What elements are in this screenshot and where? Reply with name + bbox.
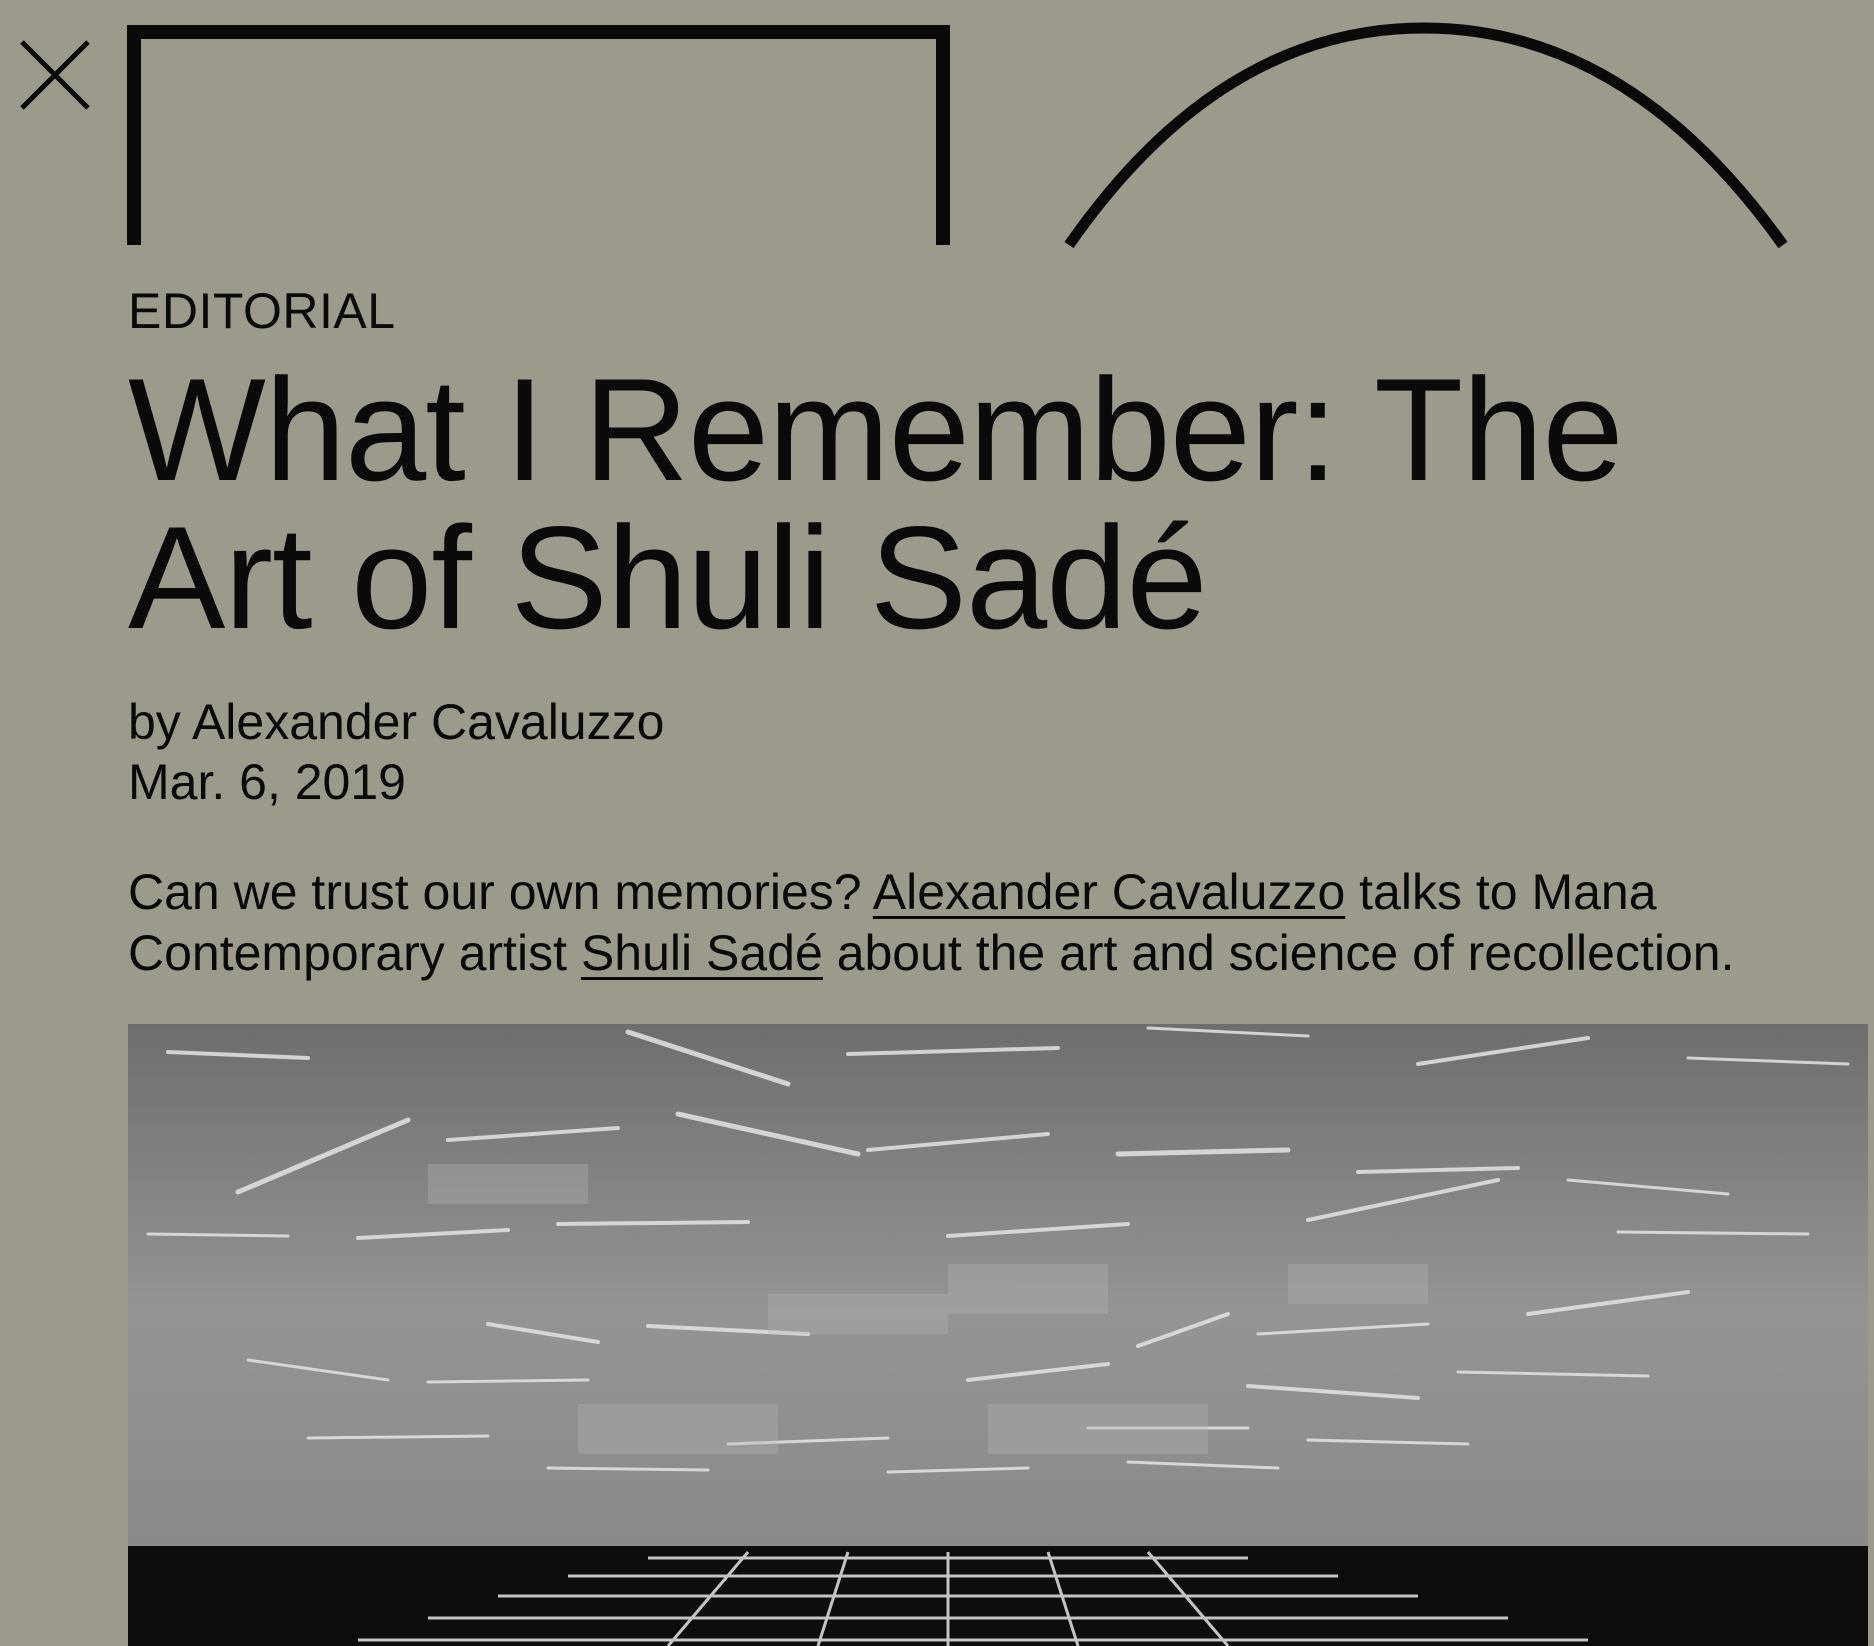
- author-byline: by Alexander Cavaluzzo: [128, 694, 665, 750]
- hero-image: [128, 1024, 1868, 1646]
- dek-text-3: Contemporary artist: [128, 925, 581, 981]
- logo-shapes: [0, 0, 1874, 250]
- bracket-shape-icon: [134, 32, 943, 245]
- artwork-photo: [128, 1024, 1868, 1646]
- dek-text-2: talks to Mana: [1345, 864, 1657, 920]
- title-line-1: What I Remember: The: [128, 348, 1623, 511]
- dek-text-4: about the art and science of recollection.: [822, 925, 1735, 981]
- article-meta: [128, 692, 664, 812]
- arch-shape-icon: [1069, 28, 1783, 245]
- artist-link[interactable]: Shuli Sadé: [580, 925, 823, 981]
- close-icon: [18, 38, 92, 112]
- publish-date: Mar. 6, 2019: [128, 754, 406, 810]
- article-dek: [128, 862, 1874, 984]
- dek-text-1: Can we trust our own memories?: [128, 864, 873, 920]
- page-title: [128, 348, 1828, 659]
- category-label: EDITORIAL: [128, 283, 396, 339]
- close-button[interactable]: [18, 38, 92, 112]
- author-link[interactable]: Alexander Cavaluzzo: [872, 864, 1346, 920]
- title-line-2: Art of Shuli Sadé: [128, 496, 1207, 659]
